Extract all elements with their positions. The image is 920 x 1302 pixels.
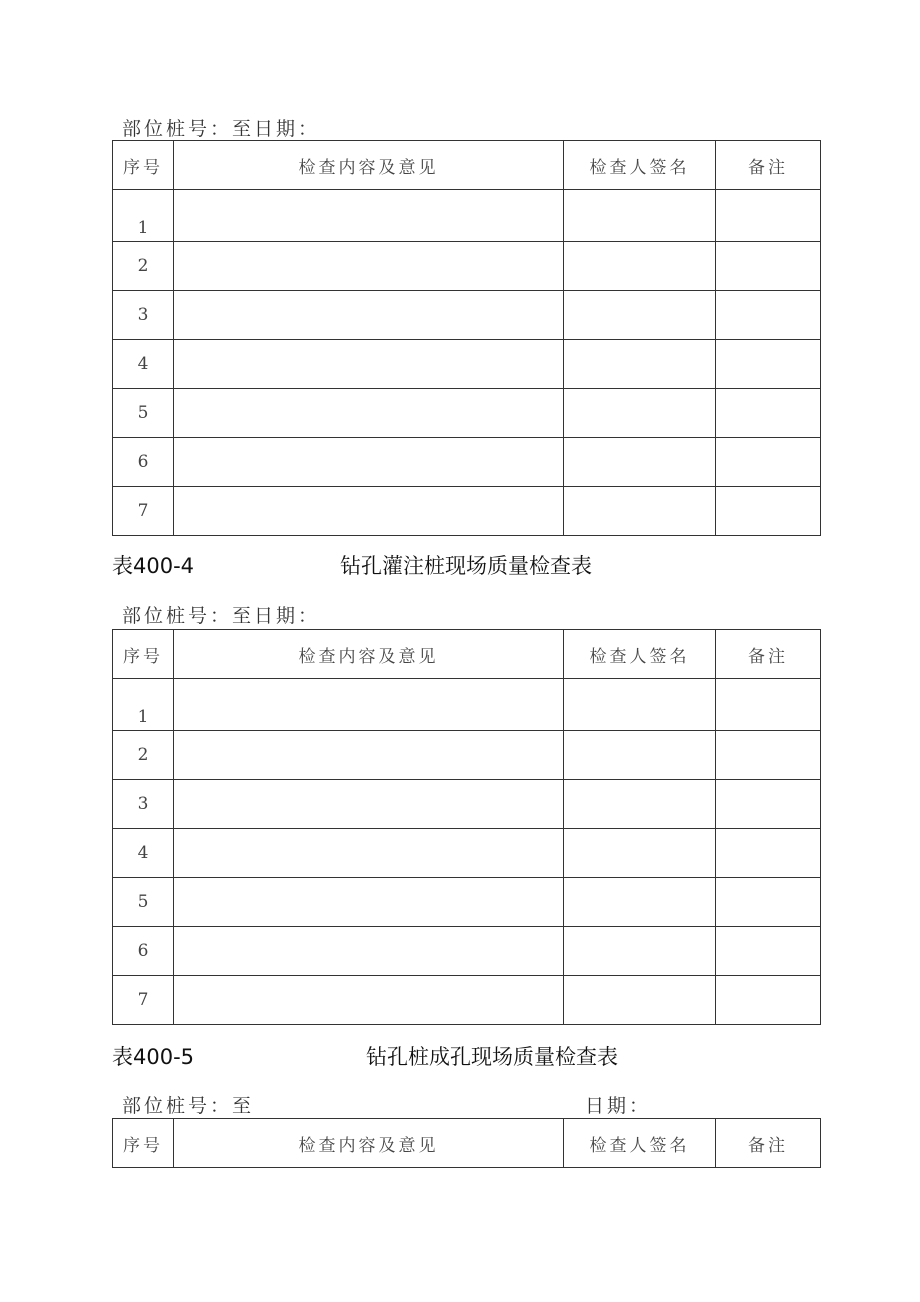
header-content: 检查内容及意见 xyxy=(174,630,564,679)
header-content: 检查内容及意见 xyxy=(174,1119,564,1168)
content-cell[interactable] xyxy=(174,731,564,780)
header-remark: 备注 xyxy=(716,141,821,190)
table-row xyxy=(113,731,821,780)
table-row xyxy=(113,190,821,242)
table-number-400-4: 表400-4 xyxy=(112,554,195,578)
signer-cell[interactable] xyxy=(564,340,716,389)
table-header-row xyxy=(113,630,821,679)
signer-cell[interactable] xyxy=(564,190,716,242)
header-remark: 备注 xyxy=(716,630,821,679)
remark-cell[interactable] xyxy=(716,780,821,829)
table-row xyxy=(113,780,821,829)
content-cell[interactable] xyxy=(174,291,564,340)
signer-cell[interactable] xyxy=(564,780,716,829)
header-remark: 备注 xyxy=(716,1119,821,1168)
part-label-3: 部位桩号：至 xyxy=(122,1095,255,1117)
remark-cell[interactable] xyxy=(716,829,821,878)
content-cell[interactable] xyxy=(174,389,564,438)
table-row xyxy=(113,679,821,731)
content-cell[interactable] xyxy=(174,487,564,536)
remark-cell[interactable] xyxy=(716,242,821,291)
signer-cell[interactable] xyxy=(564,389,716,438)
table-header-row xyxy=(113,1119,821,1168)
remark-cell[interactable] xyxy=(716,389,821,438)
remark-cell[interactable] xyxy=(716,927,821,976)
content-cell[interactable] xyxy=(174,438,564,487)
content-cell[interactable] xyxy=(174,242,564,291)
header-no: 序号 xyxy=(113,141,174,190)
row-number: 1 xyxy=(113,679,174,731)
row-number: 7 xyxy=(113,976,174,1025)
remark-cell[interactable] xyxy=(716,731,821,780)
content-cell[interactable] xyxy=(174,340,564,389)
row-number: 2 xyxy=(113,731,174,780)
remark-cell[interactable] xyxy=(716,340,821,389)
remark-cell[interactable] xyxy=(716,190,821,242)
part-date-label-2: 部位桩号：至日期： xyxy=(122,605,321,627)
remark-cell[interactable] xyxy=(716,878,821,927)
table-row xyxy=(113,976,821,1025)
content-cell[interactable] xyxy=(174,679,564,731)
row-number: 4 xyxy=(113,829,174,878)
part-date-label-1: 部位桩号：至日期： xyxy=(122,118,321,140)
table-number-400-5: 表400-5 xyxy=(112,1045,195,1069)
remark-cell[interactable] xyxy=(716,438,821,487)
content-cell[interactable] xyxy=(174,976,564,1025)
content-cell[interactable] xyxy=(174,927,564,976)
inspection-table-3 xyxy=(112,1118,821,1168)
table-row xyxy=(113,389,821,438)
signer-cell[interactable] xyxy=(564,878,716,927)
header-signer: 检查人签名 xyxy=(564,630,716,679)
table-header-row xyxy=(113,141,821,190)
table-row xyxy=(113,487,821,536)
row-number: 6 xyxy=(113,927,174,976)
row-number: 5 xyxy=(113,878,174,927)
table-row xyxy=(113,291,821,340)
header-content: 检查内容及意见 xyxy=(174,141,564,190)
remark-cell[interactable] xyxy=(716,976,821,1025)
date-label-3: 日期： xyxy=(585,1095,652,1117)
row-number: 3 xyxy=(113,291,174,340)
row-number: 6 xyxy=(113,438,174,487)
remark-cell[interactable] xyxy=(716,291,821,340)
remark-cell[interactable] xyxy=(716,679,821,731)
signer-cell[interactable] xyxy=(564,976,716,1025)
signer-cell[interactable] xyxy=(564,487,716,536)
table-row xyxy=(113,829,821,878)
signer-cell[interactable] xyxy=(564,438,716,487)
row-number: 2 xyxy=(113,242,174,291)
row-number: 4 xyxy=(113,340,174,389)
row-number: 1 xyxy=(113,190,174,242)
table-row xyxy=(113,927,821,976)
content-cell[interactable] xyxy=(174,190,564,242)
header-no: 序号 xyxy=(113,630,174,679)
row-number: 3 xyxy=(113,780,174,829)
remark-cell[interactable] xyxy=(716,487,821,536)
signer-cell[interactable] xyxy=(564,927,716,976)
row-number: 7 xyxy=(113,487,174,536)
table-title-400-4: 钻孔灌注桩现场质量检查表 xyxy=(340,554,592,578)
header-signer: 检查人签名 xyxy=(564,141,716,190)
table-row xyxy=(113,340,821,389)
content-cell[interactable] xyxy=(174,829,564,878)
content-cell[interactable] xyxy=(174,878,564,927)
signer-cell[interactable] xyxy=(564,829,716,878)
table-row xyxy=(113,242,821,291)
row-number: 5 xyxy=(113,389,174,438)
table-row xyxy=(113,878,821,927)
signer-cell[interactable] xyxy=(564,731,716,780)
header-no: 序号 xyxy=(113,1119,174,1168)
inspection-table-1 xyxy=(112,140,821,536)
signer-cell[interactable] xyxy=(564,242,716,291)
signer-cell[interactable] xyxy=(564,679,716,731)
table-row xyxy=(113,438,821,487)
inspection-table-2 xyxy=(112,629,821,1025)
header-signer: 检查人签名 xyxy=(564,1119,716,1168)
table-title-400-5: 钻孔桩成孔现场质量检查表 xyxy=(366,1045,618,1069)
content-cell[interactable] xyxy=(174,780,564,829)
signer-cell[interactable] xyxy=(564,291,716,340)
